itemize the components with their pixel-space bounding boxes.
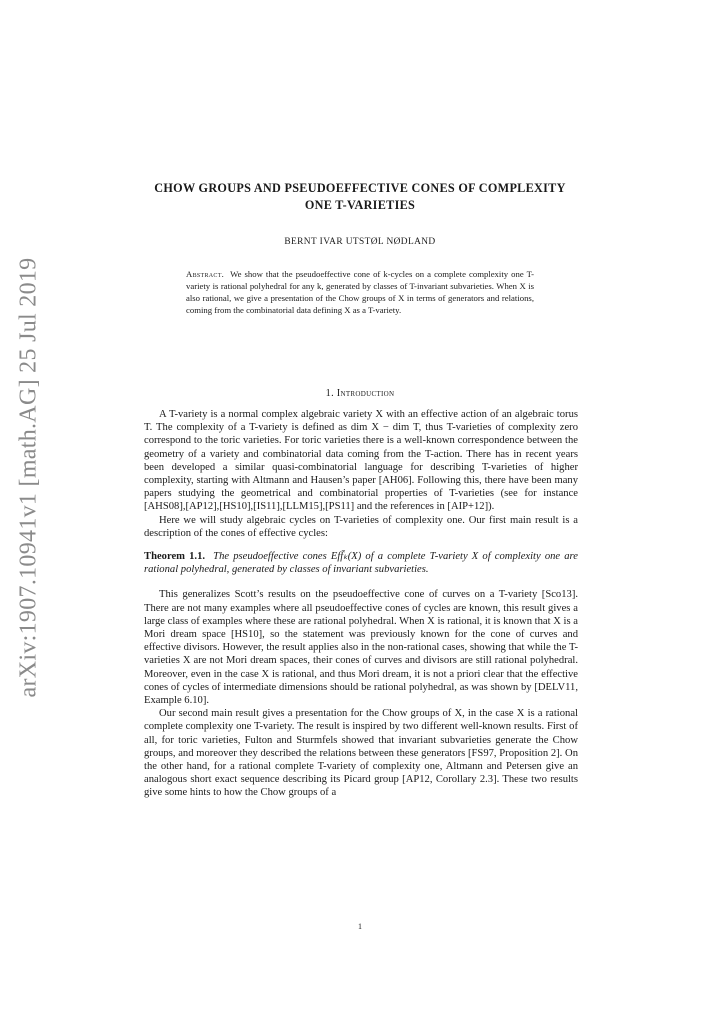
paragraph: This generalizes Scott’s results on the pseudoeffective cone of curves on a T-variety [Sco13]. There are not many examples where all pseudoeffective cones of cycles are known, this result gives a large class of examples where these are rational polyhedral. When X is rational, it is known that X is a Mori dream space [HS10], so the statement was previously known for the cone of curves and effective divisors. However, the result applies also in the non-rational cases, showing that while the T-varieties X are not Mori dream spaces, their cones of curves and divisors are still rational polyhedral. Moreover, even in the case X is rational, and thus Mori dream, it is not a priori clear that the effective cones of cycles of intermediate dimensions should be rational polyhedral, as was shown by [DELV11, Example 6.10]. (144, 589, 578, 707)
abstract (186, 268, 534, 316)
arxiv-identifier-stamp[interactable] (4, 257, 54, 697)
page-number: 1 (358, 922, 362, 931)
abstract-text: We show that the pseudoeffective cone of k-cycles on a complete complexity one T-variety is rational polyhedral for any k, generated by classes of T-invariant subvarieties. When X is also rational, we give a presentation of the Chow groups of X in terms of generators and relations, coming from the combinatorial data defining X as a T-variety. (186, 269, 535, 316)
body-text (144, 408, 578, 800)
abstract-label: Abstract. (186, 269, 225, 279)
theorem-label: Theorem 1.1. (144, 551, 206, 563)
theorem (144, 550, 578, 576)
author-name: BERNT IVAR UTSTØL NØDLAND (284, 237, 436, 247)
arxiv-identifier-text: arXiv:1907.10941v1 [math.AG] 25 Jul 2019 (15, 257, 42, 697)
paragraph: Our second main result gives a presentation for the Chow groups of X, in the case X is a rational complete complexity one T-variety. The result is inspired by two different well-known results. First of all, for toric varieties, Fulton and Sturmfels showed that invariant subvarieties generate the Chow groups, and moreover they described the relations between these generators [FS97, Proposition 2]. On the other hand, for a rational complete T-variety of complexity one, Altmann and Petersen give an analogous short exact sequence describing its Picard group [AP12, Corollary 2.3]. These two results give some hints to how the Chow groups of a (144, 708, 578, 799)
section-number: 1. (325, 388, 334, 399)
paper-title: CHOW GROUPS AND PSEUDOEFFECTIVE CONES OF COMPLEXITY ONE T-VARIETIES (154, 181, 566, 212)
theorem-statement: The pseudoeffective cones Eff̄ₖ(X) of a complete T-variety X of complexity one are rational polyhedral, generated by classes of invariant subvarieties. (144, 551, 578, 576)
section-heading (144, 388, 576, 399)
paragraph: Here we will study algebraic cycles on T-varieties of complexity one. Our first main result is a description of the cones of effective cycles: (144, 514, 578, 539)
paragraph: A T-variety is a normal complex algebraic variety X with an effective action of an algebraic torus T. The complexity of a T-variety is defined as dim X − dim T, thus T-varieties of complexity zero correspond to the toric varieties. For toric varieties there is a well-known correspondence between the geometry of a variety and combinatorial data coming from the T-action. There has in recent years been developed a similar quasi-combinatorial language for describing T-varieties of higher complexity, starting with Altmann and Hausen’s paper [AH06]. Following this, there have been many papers studying the geometrical and combinatorial properties of T-varieties (see for instance [AHS08],[AP12],[HS10],[IS11],[LLM15],[PS11] and the references in [AIP+12]). (144, 409, 578, 513)
section-title: Introduction (336, 388, 395, 399)
